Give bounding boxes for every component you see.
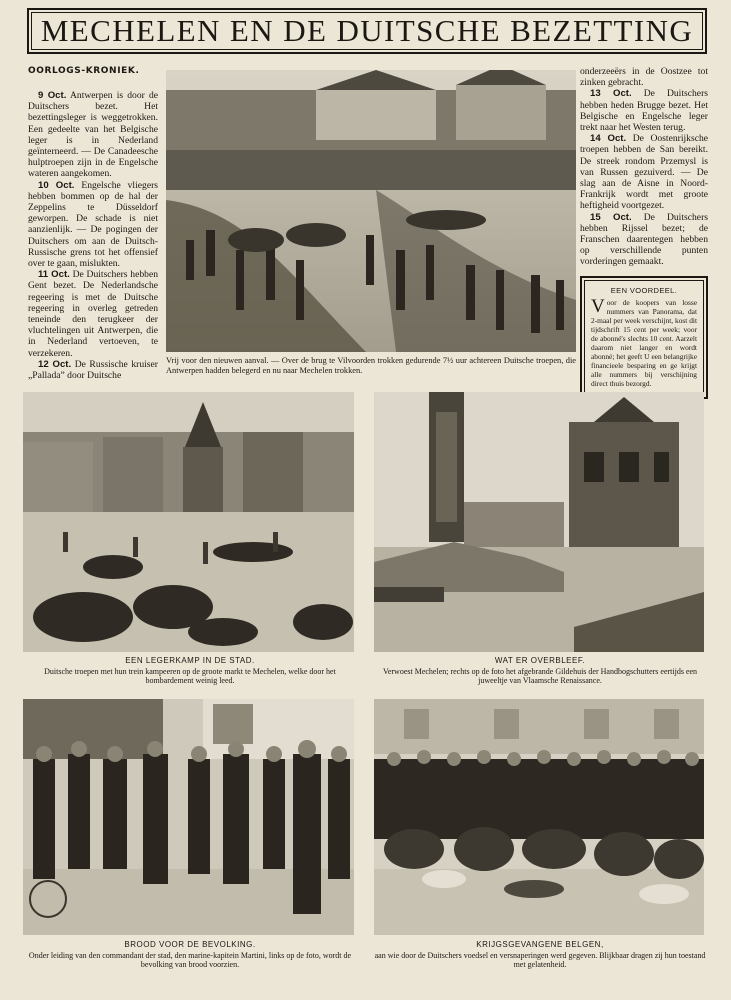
photo-verwoest-title: WAT ER OVERBLEEF. xyxy=(494,656,586,665)
kroniek-entry xyxy=(580,212,708,268)
kroniek-entry-text: De Duitschers hebben Gent bezet. De Nederlandsche regeering is met de Duitsche regeering in overleg getreden teneinde den terugkeer der vluchtelingen uit Antwerpen, die in Nederland vertoeven, te verzekeren. xyxy=(28,269,158,359)
kroniek-entry xyxy=(28,269,158,359)
photo-bridge-troops xyxy=(166,70,576,352)
page-title: MECHELEN EN DE DUITSCHE BEZETTING xyxy=(40,13,694,48)
photo-krijgsgevangenen-caption: aan wie door de Duitschers voedsel en versnaperingen werd gegeven. Blijkbaar dragen zij hun toestand met gelatenheid. xyxy=(374,950,706,970)
kroniek-entry-text: De Duitschers hebben heden Brugge bezet. Het Belgische en Engelsche leger trekt naar het Westen terug. xyxy=(580,88,708,134)
photo-brood xyxy=(23,699,354,935)
photo-krijgsgevangenen-title: KRIJGSGEVANGENE BELGEN, xyxy=(476,940,604,949)
kroniek-continuation: onderzeeërs in de Oostzee tot zinken gebracht. xyxy=(580,66,708,89)
masthead xyxy=(27,8,707,54)
kroniek-entry-date: 10 Oct. xyxy=(38,179,75,191)
kroniek-entry xyxy=(580,133,708,211)
photo-legerkamp-title: EEN LEGERKAMP IN DE STAD. xyxy=(125,656,255,665)
kroniek-entry-date: 12 Oct. xyxy=(38,358,72,370)
kroniek-entry-text: Antwerpen is door de Duitschers bezet. Het bezettingsleger is weggetrokken. Een gedeelte van het Belgische leger is in Nederland geïnterneerd. — De Canadeesche hulptroepen zijn in de Engelsche wateren aangekomen. xyxy=(28,90,158,180)
notice-box xyxy=(580,276,708,399)
photo-krijgsgevangenen xyxy=(374,699,704,935)
photo-legerkamp-caption: Duitsche troepen met hun trein kampeeren op de groote markt te Mechelen, welke door het bombardement weinig leed. xyxy=(44,666,336,686)
kroniek-entry-date: 14 Oct. xyxy=(590,133,627,145)
photo-brood-title: BROOD VOOR DE BEVOLKING. xyxy=(124,940,256,949)
kroniek-entry xyxy=(28,90,158,180)
kroniek-left-entries xyxy=(28,90,158,381)
photo-legerkamp xyxy=(23,392,354,652)
kroniek-entry-date: 13 Oct. xyxy=(590,88,632,100)
photo-krijgsgevangenen-image xyxy=(374,699,704,935)
photo-bridge-troops-image xyxy=(166,70,576,352)
kroniek-right-column xyxy=(580,66,708,399)
photo-bridge-troops-caption: Vrij voor den nieuwen aanval. — Over de brug te Vilvoorden trokken gedurende 7½ uur achtereen Duitsche troepen, die Antwerpen hadden belegerd en nu naar Mechelen trokken. xyxy=(166,356,576,375)
photo-verwoest-image xyxy=(374,392,704,652)
notice-inner xyxy=(584,280,704,395)
kroniek-entry-text: De Russische kruiser „Pallada” door Duitsche xyxy=(28,358,158,382)
photo-verwoest-caption-block xyxy=(372,656,708,686)
photo-verwoest xyxy=(374,392,704,652)
kroniek-entry-text: De Oostenrijksche troepen hebben de San bereikt. De streek rondom Przemysl is van Russen gezuiverd. — De slag aan de Aisne in Noord-Frankrijk wordt met groote heftigheid voortgezet. xyxy=(580,133,709,212)
photo-legerkamp-image xyxy=(23,392,354,652)
masthead-frame xyxy=(31,12,703,50)
kroniek-entry-text: De Duitschers hebben Rijssel bezet; de Franschen daarentegen hebben op verschillende punten vorderingen gemaakt. xyxy=(580,211,708,268)
kroniek-right-entries xyxy=(580,88,708,267)
kroniek-entry-date: 15 Oct. xyxy=(590,211,632,223)
kroniek-left-column xyxy=(28,66,158,381)
photo-krijgsgevangenen-caption-block xyxy=(372,940,708,970)
kroniek-entry xyxy=(28,359,158,381)
notice-title: EEN VOORDEEL. xyxy=(610,285,678,295)
photo-brood-image xyxy=(23,699,354,935)
kroniek-entry-text: Engelsche vliegers hebben bommen op de hal der Zeppelins te Düsseldorf geworpen. De schade is niet aanzienlijk. — De pogingen der Duitschers om aan de Duitsch-Russische grens tot het offensief over te gaan, mislukten. xyxy=(28,179,158,270)
notice-text: oor de koopers van losse nummers van Panorama, dat 2-maal per week verschijnt, kost dit tijdschrift 15 cent per week; voor de abonné's slechts 10 cent. Aarzelt daarom niet langer en wordt abonné; het geeft U een belangrijke financieele besparing en ge krijgt alle nummers bij verschijning direct thuis bezorgd. xyxy=(591,297,697,388)
kroniek-entry xyxy=(580,88,708,133)
photo-verwoest-caption: Verwoest Mechelen; rechts op de foto het afgebrande Gildehuis der Handbogschutters eertijds een juweeltje van Vlaamsche Renaissance. xyxy=(382,666,698,686)
photo-brood-caption-block xyxy=(23,940,357,970)
photo-legerkamp-caption-block xyxy=(23,656,357,686)
kroniek-entry xyxy=(28,180,158,270)
photo-brood-caption: Onder leiding van den commandant der stad, den marine-kapitein Martini, links op de foto, wordt de bevolking van brood voorzien. xyxy=(28,950,352,970)
notice-dropcap: V xyxy=(591,295,605,317)
kroniek-heading: OORLOGS-KRONIEK. xyxy=(28,66,140,76)
kroniek-entry-date: 9 Oct. xyxy=(38,90,67,101)
notice-body xyxy=(591,295,697,388)
kroniek-entry-date: 11 Oct. xyxy=(38,269,70,281)
